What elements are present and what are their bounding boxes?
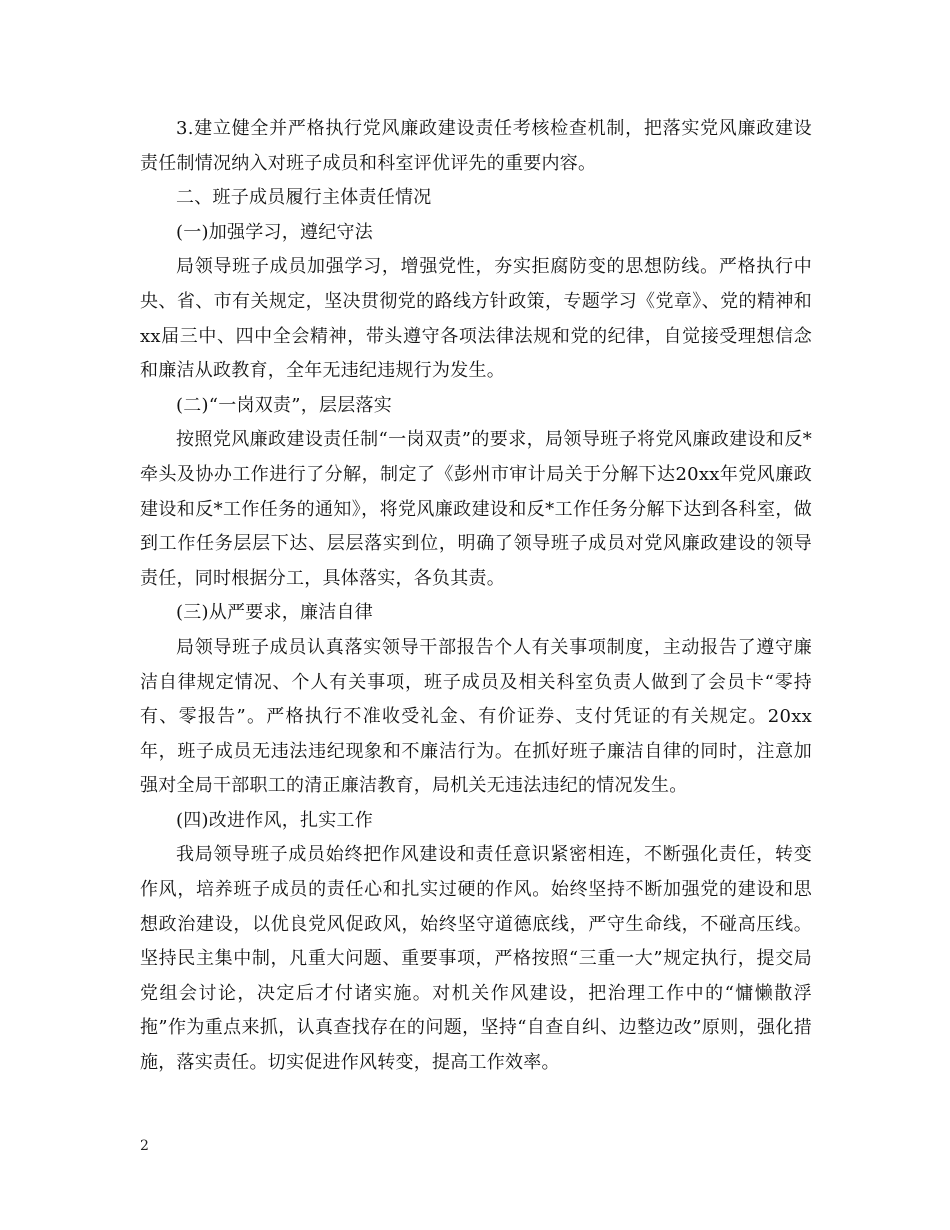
paragraph-dual-responsibility: 按照党风廉政建设责任制“一岗双责”的要求，局领导班子将党风廉政建设和反*牵头及协办工作进行了分解，制定了《彭州市审计局关于分解下达20xx年党风廉政建设和反*工作任务的通知》，将党风廉政建设和反*工作任务分解下达到各科室，做到工作任务层层下达、层层落实到位，明确了领导班子成员对党风廉政建设的领导责任，同时根据分工，具体落实，各负其责。 [140, 429, 812, 589]
subsection-heading-4: (四)改进作风，扎实工作 [176, 809, 374, 831]
paragraph-self-discipline: 局领导班子成员认真落实领导干部报告个人有关事项制度，主动报告了遵守廉洁自律规定情况、个人有关事项，班子成员及相关科室负责人做到了会员卡“零持有、零报告”。严格执行不准收受礼金、有价证券、支付凭证的有关规定。20xx年，班子成员无违法违纪现象和不廉洁行为。在抓好班子廉洁自律的同时，注意加强对全局干部职工的清正廉洁教育，局机关无违法违纪的情况发生。 [140, 636, 812, 797]
subsection-heading-1: (一)加强学习，遵纪守法 [176, 221, 374, 243]
page-number: 2 [140, 1138, 149, 1154]
paragraph-work-style: 我局领导班子成员始终把作风建设和责任意识紧密相连，不断强化责任，转变作风，培养班子成员的责任心和扎实过硬的作风。始终坚持不断加强党的建设和思想政治建设，以优良党风促政风，始终坚守道德底线，严守生命线，不碰高压线。坚持民主集中制，凡重大问题、重要事项，严格按照“三重一大”规定执行，提交局党组会讨论，决定后才付诸实施。对机关作风建设，把治理工作中的“慵懒散浮拖”作为重点来抓，认真查找存在的问题，坚持“自查自纠、边整边改”原则，强化措施，落实责任。切实促进作风转变，提高工作效率。 [140, 844, 812, 1074]
document-body [140, 112, 812, 1081]
subsection-heading-2: (二)“一岗双责”，层层落实 [176, 394, 392, 416]
paragraph-item-3-responsibility-mechanism: 3.建立健全并严格执行党风廉政建设责任考核检查机制，把落实党风廉政建设责任制情况纳入对班子成员和科室评优评先的重要内容。 [140, 118, 812, 174]
paragraph-study-discipline: 局领导班子成员加强学习，增强党性，夯实拒腐防变的思想防线。严格执行中央、省、市有关规定，坚决贯彻党的路线方针政策，专题学习《党章》、党的精神和xx届三中、四中全会精神，带头遵守各项法律法规和党的纪律，自觉接受理想信念和廉洁从政教育，全年无违纪违规行为发生。 [140, 256, 812, 382]
section-heading-2: 二、班子成员履行主体责任情况 [176, 187, 432, 209]
subsection-heading-3: (三)从严要求，廉洁自律 [176, 602, 374, 624]
